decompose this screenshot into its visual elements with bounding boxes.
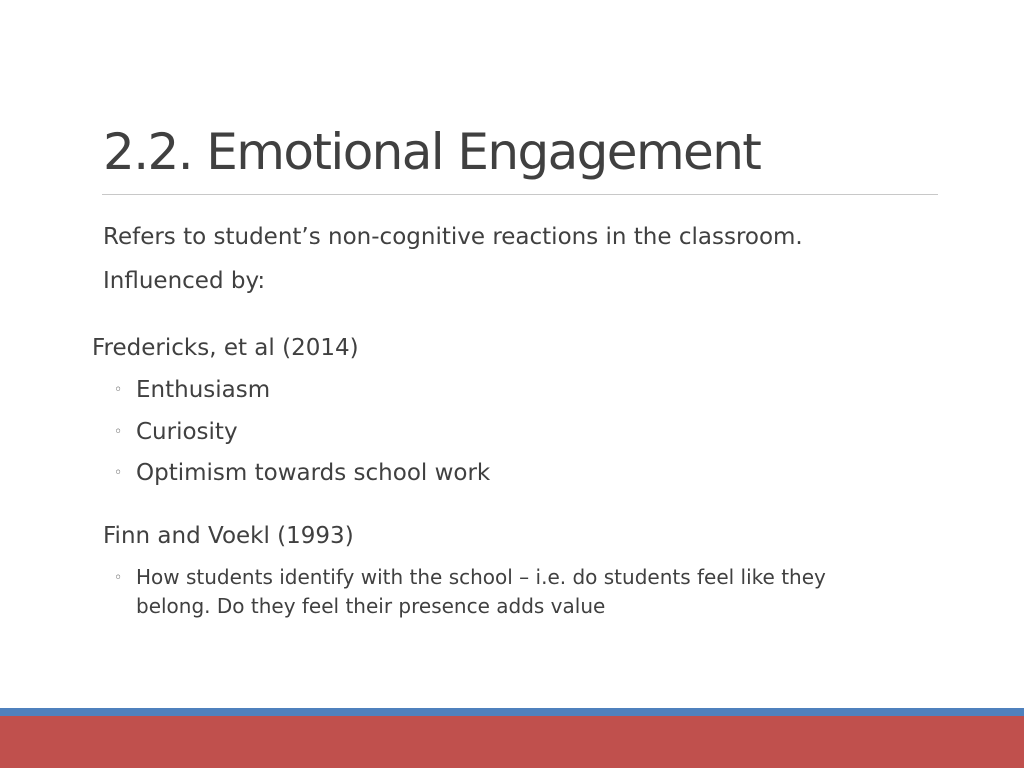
list-item-identify-line-2: belong. Do they feel their presence adds value — [136, 594, 606, 618]
list-item-identify-line-1: How students identify with the school – i.e. do students feel like they — [136, 565, 826, 589]
source-heading-finn-voekl: Finn and Voekl (1993) — [103, 523, 354, 549]
list-item-enthusiasm: Enthusiasm — [136, 377, 271, 403]
list-item-optimism: Optimism towards school work — [136, 460, 491, 486]
title-divider — [102, 194, 938, 195]
bullet-icon: ◦ — [114, 570, 123, 586]
slide-title: 2.2. Emotional Engagement — [103, 123, 761, 181]
source-heading-fredericks: Fredericks, et al (2014) — [92, 335, 359, 361]
bullet-icon: ◦ — [114, 465, 123, 481]
bullet-icon: ◦ — [114, 424, 123, 440]
bullet-icon: ◦ — [114, 382, 123, 398]
list-item-curiosity: Curiosity — [136, 419, 238, 445]
footer-accent-bar-blue — [0, 708, 1024, 716]
footer-accent-bar-red — [0, 716, 1024, 768]
intro-influenced-by: Influenced by: — [103, 268, 266, 294]
intro-definition: Refers to student’s non-cognitive reactions in the classroom. — [103, 224, 803, 250]
